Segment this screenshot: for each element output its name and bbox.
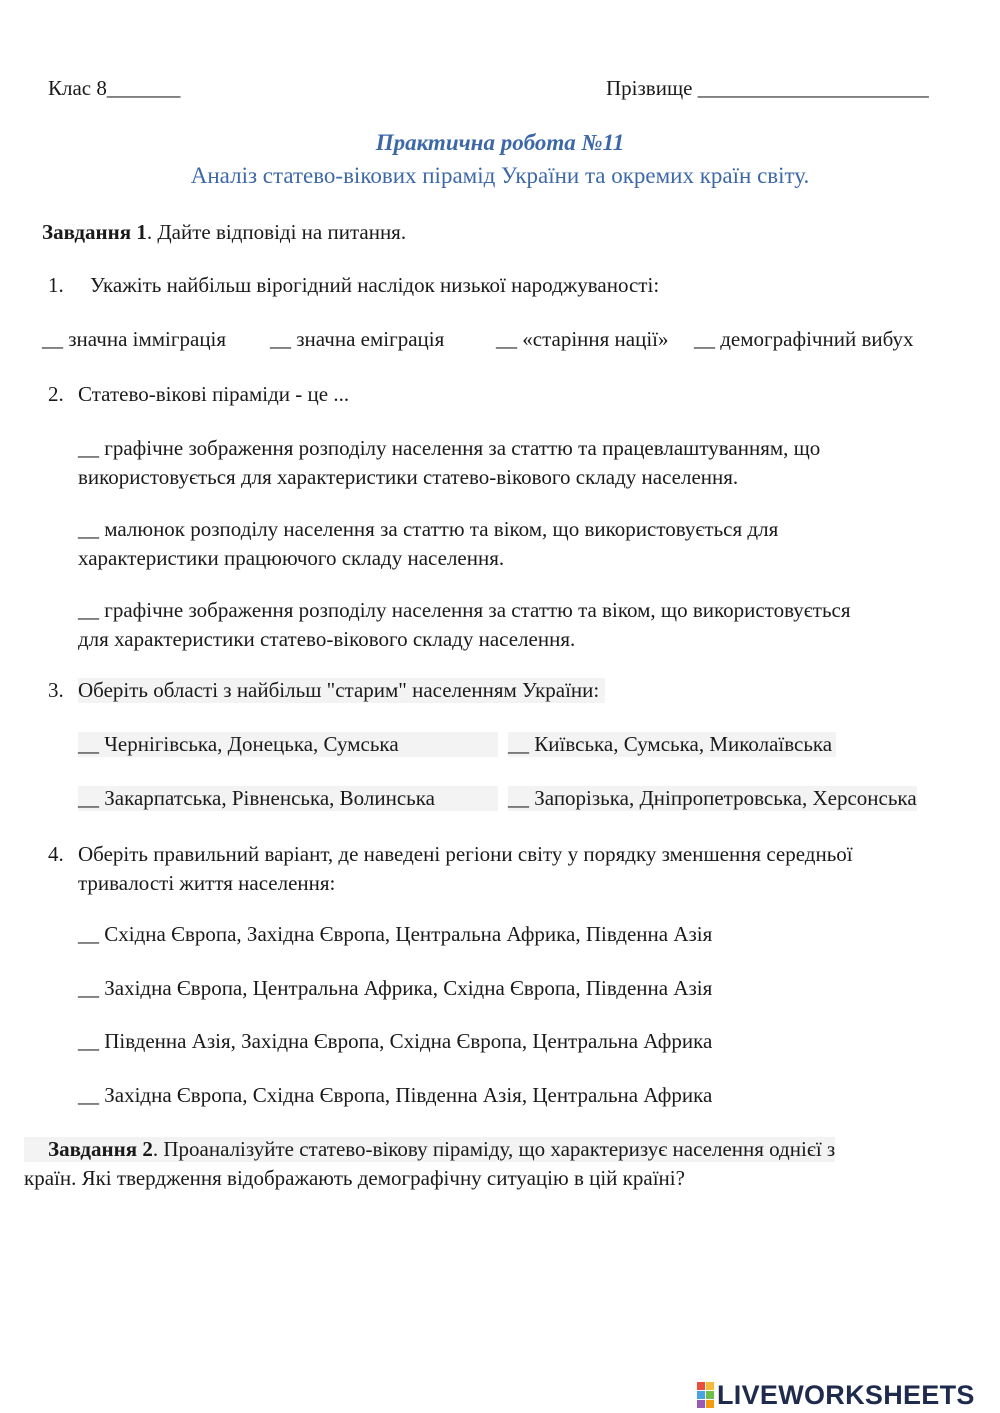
logo-text: LIVEWORKSHEETS: [717, 1379, 975, 1410]
q3-number: 3.: [48, 678, 64, 702]
task2-heading: [24, 1137, 835, 1191]
liveworksheets-logo: [697, 1380, 975, 1410]
task2-text-line2: країн. Які твердження відображають демографічну ситуацію в цій країні?: [24, 1166, 685, 1190]
q3-option-3[interactable]: __ Закарпатська, Рівненська, Волинська: [78, 786, 498, 811]
q2-option-3[interactable]: [78, 598, 851, 652]
q3-option-2[interactable]: __ Київська, Сумська, Миколаївська: [508, 732, 836, 757]
class-field: Клас 8_______: [48, 76, 181, 100]
task2-line1: [24, 1137, 835, 1162]
q4-option-2[interactable]: __ Західна Європа, Центральна Африка, Східна Європа, Південна Азія: [78, 976, 713, 1000]
q2-option-1-line2: використовується для характеристики статево-вікового складу населення.: [78, 465, 739, 489]
task2-text-line1: . Проаналізуйте статево-вікову піраміду, що характеризує населення однієї з: [152, 1137, 836, 1161]
q1-text: Укажіть найбільш вірогідний наслідок низької народжуваності:: [90, 273, 660, 297]
page-title: Практична робота №11: [375, 130, 625, 155]
q3-text: Оберіть області з найбільш "старим" населенням України:: [78, 678, 605, 703]
q3-option-1[interactable]: __ Чернігівська, Донецька, Сумська: [78, 732, 498, 757]
task1-label: Завдання 1: [42, 220, 147, 244]
q1-option-1[interactable]: __ значна імміграція: [42, 327, 227, 351]
q2-option-3-line1: __ графічне зображення розподілу населення за статтю та віком, що використовується: [78, 598, 851, 622]
logo-mark-icon: [697, 1382, 714, 1408]
q1-option-2[interactable]: __ значна еміграція: [270, 327, 445, 351]
q4-number: 4.: [48, 842, 64, 866]
q2-option-3-line2: для характеристики статево-вікового складу населення.: [78, 627, 576, 651]
q2-option-1[interactable]: [78, 436, 820, 490]
q2-option-1-line1: __ графічне зображення розподілу населення за статтю та працевлаштуванням, що: [78, 436, 821, 460]
q2-option-2-line2: характеристики працюючого складу населення.: [78, 546, 505, 570]
q3-option-4[interactable]: __ Запорізька, Дніпропетровська, Херсонська: [508, 786, 917, 810]
q4-option-4[interactable]: __ Західна Європа, Східна Європа, Південна Азія, Центральна Африка: [78, 1083, 713, 1107]
q4-text-line1: Оберіть правильний варіант, де наведені регіони світу у порядку зменшення середньої: [78, 842, 853, 866]
q2-text: Статево-вікові піраміди - це ...: [78, 382, 350, 406]
task1-heading: [42, 220, 406, 245]
q1-option-4[interactable]: __ демографічний вибух: [694, 327, 914, 351]
q4-text-line2: тривалості життя населення:: [78, 871, 336, 895]
q4-text: [78, 842, 853, 896]
task2-label: Завдання 2: [48, 1137, 153, 1161]
q1-option-3[interactable]: __ «старіння нації»: [496, 327, 669, 351]
q2-option-2-line1: __ малюнок розподілу населення за статтю та віком, що використовується для: [78, 517, 779, 541]
q2-option-2[interactable]: [78, 517, 778, 571]
q4-option-3[interactable]: __ Південна Азія, Західна Європа, Східна Європа, Центральна Африка: [78, 1029, 713, 1053]
q4-option-1[interactable]: __ Східна Європа, Західна Європа, Центральна Африка, Південна Азія: [78, 922, 713, 946]
task1-text: . Дайте відповіді на питання.: [146, 220, 407, 244]
q2-number: 2.: [48, 382, 64, 406]
page-subtitle: Аналіз статево-вікових пірамід України та окремих країн світу.: [190, 163, 810, 188]
q1-number: 1.: [48, 273, 64, 297]
surname-field: Прізвище ______________________: [606, 76, 929, 100]
